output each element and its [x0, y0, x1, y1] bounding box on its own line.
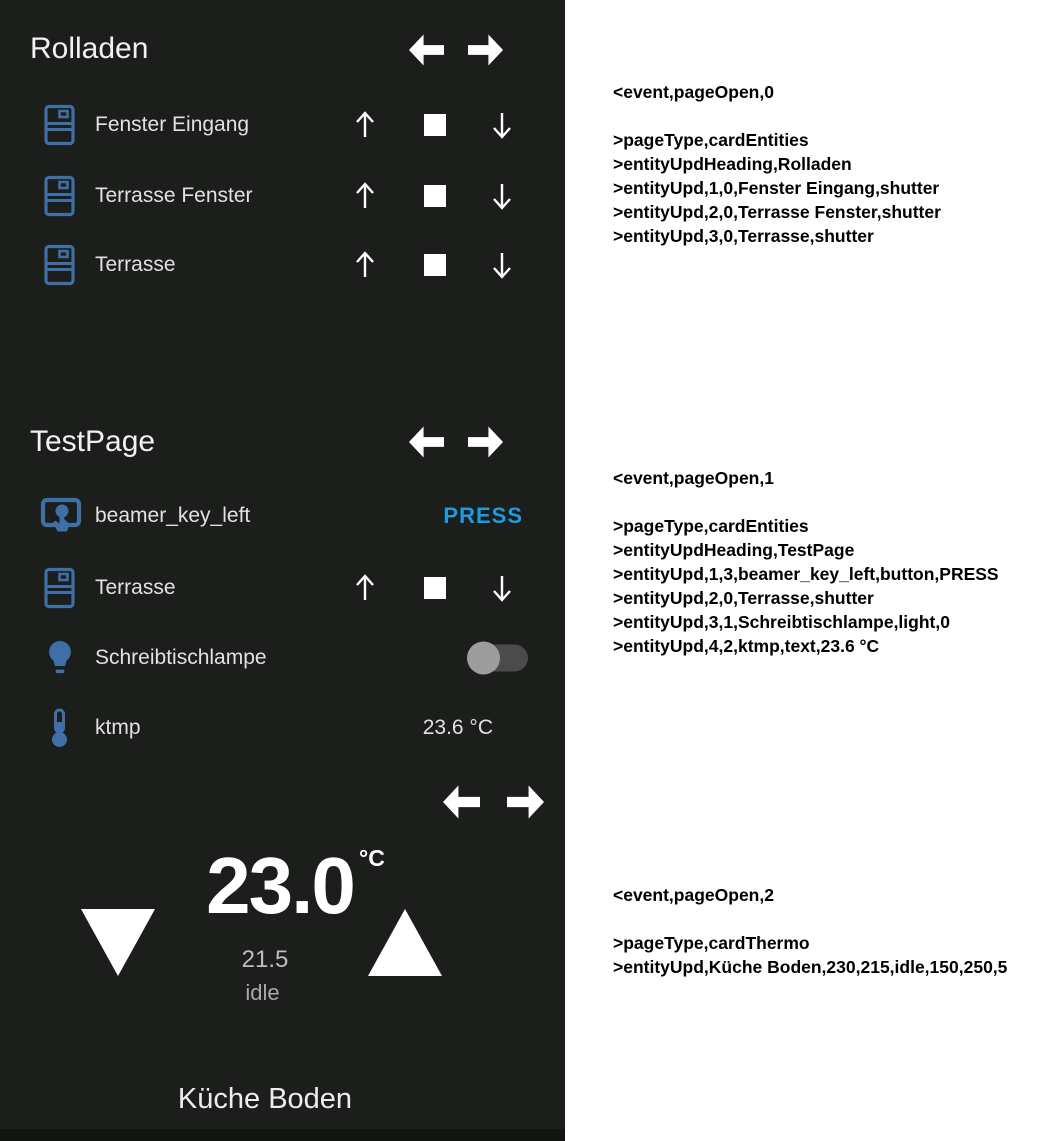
triangle-up-icon	[368, 909, 442, 976]
entity-row-beamer-key-left	[0, 492, 565, 540]
arrow-up-icon	[353, 110, 377, 140]
log-line: >pageType,cardEntities	[613, 516, 809, 536]
hvac-state: idle	[245, 980, 280, 1005]
lightbulb-icon	[46, 640, 74, 676]
entity-row-ktmp	[0, 704, 565, 752]
entity-name: Terrasse	[95, 576, 176, 599]
arrow-left-icon	[409, 33, 444, 67]
window-shutter-icon	[44, 176, 75, 217]
window-shutter-icon	[44, 568, 75, 609]
entity-name: ktmp	[95, 716, 141, 739]
shutter-stop-button[interactable]	[424, 185, 446, 207]
shutter-down-button[interactable]	[490, 573, 514, 603]
stop-square-icon	[424, 254, 446, 276]
card-rolladen-title: Rolladen	[30, 32, 149, 65]
entity-name: Schreibtischlampe	[95, 646, 267, 669]
shutter-stop-button[interactable]	[424, 254, 446, 276]
arrow-up-icon	[353, 181, 377, 211]
panel-bottom-edge	[0, 1129, 565, 1141]
gesture-tap-button-icon	[40, 497, 82, 535]
page-next-button[interactable]	[468, 425, 503, 464]
shutter-up-button[interactable]	[353, 181, 377, 211]
arrow-left-icon	[409, 425, 444, 459]
entity-row-terrasse-fenster	[0, 172, 565, 220]
log-line: >entityUpd,2,0,Terrasse Fenster,shutter	[613, 202, 941, 222]
log-line: >entityUpd,1,0,Fenster Eingang,shutter	[613, 178, 940, 198]
log-gap	[613, 907, 1007, 931]
arrow-right-icon	[468, 33, 503, 67]
arrow-left-icon	[443, 784, 480, 820]
thermostat-title: Küche Boden	[177, 1083, 353, 1115]
sensor-value: 23.6 °C	[422, 716, 493, 739]
entity-row-fenster-eingang	[0, 101, 565, 149]
arrow-down-icon	[490, 250, 514, 280]
log-line: >entityUpd,Küche Boden,230,215,idle,150,250,5	[613, 957, 1008, 977]
thermometer-icon	[50, 708, 69, 748]
shutter-up-button[interactable]	[353, 110, 377, 140]
log-block-page1	[613, 466, 999, 658]
log-block-page0	[613, 80, 941, 248]
entity-row-terrasse-shutter	[0, 564, 565, 612]
log-event-line: <event,pageOpen,1	[613, 468, 774, 488]
toggle-knob	[467, 642, 500, 675]
arrow-right-icon	[468, 425, 503, 459]
window-shutter-icon	[44, 245, 75, 286]
light-toggle[interactable]	[470, 645, 528, 672]
card-testpage-title: TestPage	[30, 425, 156, 458]
log-line: >entityUpdHeading,Rolladen	[613, 154, 852, 174]
shutter-down-button[interactable]	[490, 250, 514, 280]
shutter-up-button[interactable]	[353, 250, 377, 280]
stop-square-icon	[424, 577, 446, 599]
page-prev-button[interactable]	[409, 33, 444, 72]
shutter-up-button[interactable]	[353, 573, 377, 603]
log-line: >entityUpd,3,0,Terrasse,shutter	[613, 226, 874, 246]
press-button[interactable]: PRESS	[443, 503, 523, 528]
stop-square-icon	[424, 185, 446, 207]
shutter-down-button[interactable]	[490, 181, 514, 211]
page-prev-button[interactable]	[409, 425, 444, 464]
triangle-down-icon	[81, 909, 155, 976]
log-event-line: <event,pageOpen,2	[613, 885, 774, 905]
entity-row-schreibtischlampe	[0, 634, 565, 682]
log-line: >entityUpd,4,2,ktmp,text,23.6 °C	[613, 636, 880, 656]
entity-name: Terrasse Fenster	[95, 184, 253, 207]
log-line: >entityUpd,3,1,Schreibtischlampe,light,0	[613, 612, 950, 632]
entity-name: Terrasse	[95, 253, 176, 276]
arrow-right-icon	[507, 784, 544, 820]
log-line: >entityUpd,1,3,beamer_key_left,button,PRESS	[613, 564, 999, 584]
arrow-down-icon	[490, 181, 514, 211]
stop-square-icon	[424, 114, 446, 136]
log-gap	[613, 104, 941, 128]
temperature-unit: °C	[359, 845, 385, 871]
log-line: >entityUpd,2,0,Terrasse,shutter	[613, 588, 874, 608]
window-shutter-icon	[44, 105, 75, 146]
page-next-button[interactable]	[507, 784, 544, 825]
page-prev-button[interactable]	[443, 784, 480, 825]
entity-name: Fenster Eingang	[95, 113, 250, 136]
temp-down-button[interactable]	[81, 909, 155, 976]
page-next-button[interactable]	[468, 33, 503, 72]
shutter-stop-button[interactable]	[424, 577, 446, 599]
target-temperature: 21.5	[241, 946, 289, 973]
arrow-up-icon	[353, 573, 377, 603]
entity-row-terrasse	[0, 241, 565, 289]
shutter-stop-button[interactable]	[424, 114, 446, 136]
log-block-page2	[613, 883, 1007, 979]
log-line: >pageType,cardEntities	[613, 130, 809, 150]
arrow-up-icon	[353, 250, 377, 280]
log-line: >entityUpdHeading,TestPage	[613, 540, 855, 560]
arrow-down-icon	[490, 110, 514, 140]
arrow-down-icon	[490, 573, 514, 603]
current-temperature: 23.0	[206, 841, 354, 930]
shutter-down-button[interactable]	[490, 110, 514, 140]
log-line: >pageType,cardThermo	[613, 933, 810, 953]
entity-name: beamer_key_left	[95, 504, 251, 527]
log-event-line: <event,pageOpen,0	[613, 82, 774, 102]
temp-up-button[interactable]	[368, 909, 442, 976]
log-gap	[613, 490, 999, 514]
